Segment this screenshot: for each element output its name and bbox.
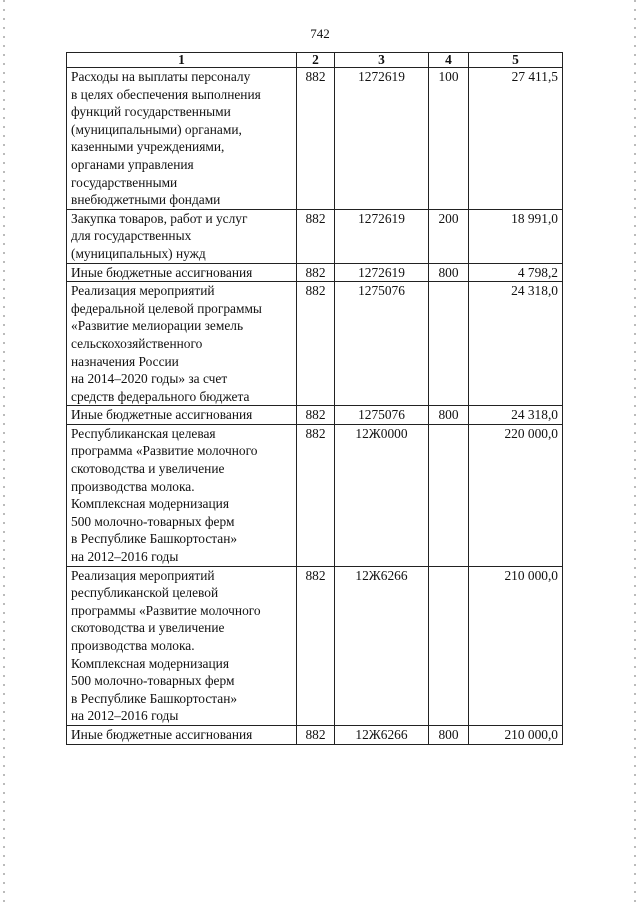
column-header-1: 1	[67, 53, 297, 68]
row-code-2: 882	[297, 424, 335, 566]
right-scan-edge	[634, 0, 636, 905]
row-name: Расходы на выплаты персоналу в целях обеспечения выполнения функций государственными (муниципальными) органами, казенными учреждениями, органами управления государственными внебюджетными фондами	[67, 68, 297, 210]
row-code-3: 12Ж0000	[335, 424, 429, 566]
row-code-4	[429, 566, 469, 725]
table-row	[67, 725, 563, 744]
row-name: Иные бюджетные ассигнования	[67, 263, 297, 282]
budget-table	[66, 52, 563, 745]
row-code-3: 1275076	[335, 282, 429, 406]
column-header-4: 4	[429, 53, 469, 68]
row-amount: 18 991,0	[469, 209, 563, 263]
row-amount: 24 318,0	[469, 406, 563, 425]
row-code-2: 882	[297, 209, 335, 263]
row-code-3: 12Ж6266	[335, 566, 429, 725]
row-code-4: 100	[429, 68, 469, 210]
column-header-3: 3	[335, 53, 429, 68]
row-code-4: 200	[429, 209, 469, 263]
table-row	[67, 566, 563, 725]
row-code-2: 882	[297, 263, 335, 282]
row-code-2: 882	[297, 566, 335, 725]
row-code-4: 800	[429, 725, 469, 744]
row-code-3: 1272619	[335, 263, 429, 282]
table-row	[67, 263, 563, 282]
row-code-4	[429, 282, 469, 406]
row-code-3: 12Ж6266	[335, 725, 429, 744]
row-code-2: 882	[297, 68, 335, 210]
row-code-4	[429, 424, 469, 566]
row-code-2: 882	[297, 406, 335, 425]
row-code-3: 1272619	[335, 68, 429, 210]
row-amount: 27 411,5	[469, 68, 563, 210]
row-name: Реализация мероприятий федеральной целевой программы «Развитие мелиорации земель сельскохозяйственного назначения России на 2014–2020 годы» за счет средств федерального бюджета	[67, 282, 297, 406]
table-row	[67, 406, 563, 425]
column-header-5: 5	[469, 53, 563, 68]
row-amount: 4 798,2	[469, 263, 563, 282]
column-header-2: 2	[297, 53, 335, 68]
row-code-2: 882	[297, 725, 335, 744]
page-number: 742	[310, 26, 330, 41]
table-row	[67, 424, 563, 566]
row-code-2: 882	[297, 282, 335, 406]
row-code-3: 1272619	[335, 209, 429, 263]
row-code-3: 1275076	[335, 406, 429, 425]
row-name: Республиканская целевая программа «Развитие молочного скотоводства и увеличение производства молока. Комплексная модернизация 500 молочно-товарных ферм в Республике Башкортостан» на 2012–2016 годы	[67, 424, 297, 566]
table-header-row	[67, 53, 563, 68]
row-amount: 210 000,0	[469, 566, 563, 725]
table-row	[67, 209, 563, 263]
row-name: Реализация мероприятий республиканской целевой программы «Развитие молочного скотоводства и увеличение производства молока. Комплексная модернизация 500 молочно-товарных ферм в Республике Башкортостан» на 2012–2016 годы	[67, 566, 297, 725]
row-name: Иные бюджетные ассигнования	[67, 406, 297, 425]
row-amount: 210 000,0	[469, 725, 563, 744]
row-code-4: 800	[429, 263, 469, 282]
left-scan-edge	[3, 0, 5, 905]
row-amount: 220 000,0	[469, 424, 563, 566]
row-name: Иные бюджетные ассигнования	[67, 725, 297, 744]
row-name: Закупка товаров, работ и услуг для государственных (муниципальных) нужд	[67, 209, 297, 263]
row-amount: 24 318,0	[469, 282, 563, 406]
table-row	[67, 68, 563, 210]
table-row	[67, 282, 563, 406]
row-code-4: 800	[429, 406, 469, 425]
